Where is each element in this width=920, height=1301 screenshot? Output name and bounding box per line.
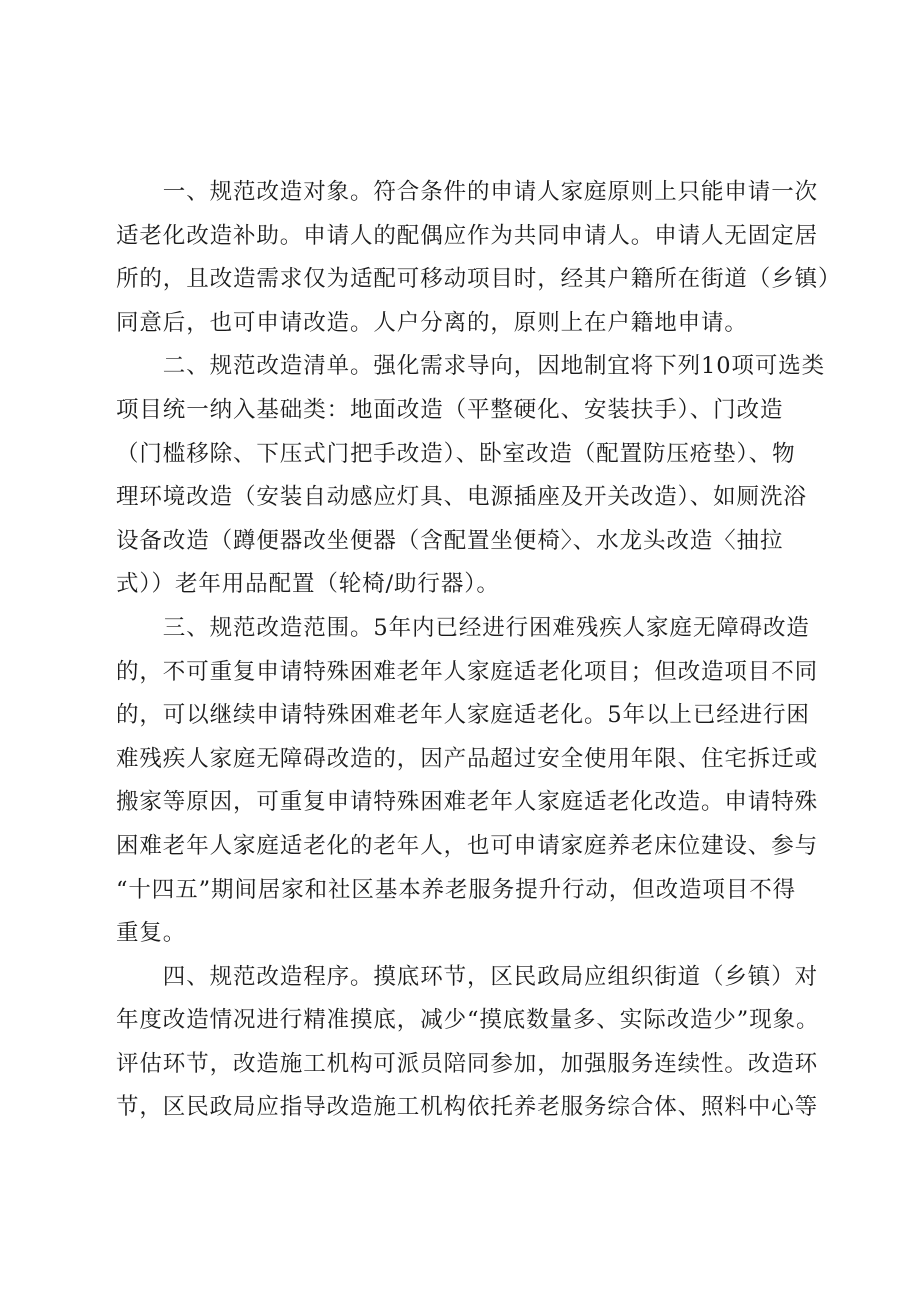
text-line: 同意后，也可申请改造。人户分离的，原则上在户籍地申请。 [116,309,748,336]
text-line: 一、规范改造对象。符合条件的申请人家庭原则上只能申请一次 [116,179,819,205]
paragraph-renovation-target [116,171,842,345]
paragraph-renovation-procedure [116,956,820,1130]
text-line: 式））老年用品配置（轮椅/助行器）。 [116,571,500,598]
text-line: 适老化改造补助。申请人的配偶应作为共同申请人。申请人无固定居 [116,222,819,249]
text-line: 重复。 [116,920,187,947]
text-line: 的，可以继续申请特殊困难老年人家庭适老化。5年以上已经进行困 [116,702,810,729]
text-line: 评估环节，改造施工机构可派员陪同参加，加强服务连续性。改造环 [116,1050,819,1077]
text-line: 困难老年人家庭适老化的老年人，也可申请家庭养老床位建设、参与 [116,832,819,859]
text-line: 二、规范改造清单。强化需求导向，因地制宜将下列10项可选类 [116,353,826,380]
text-line: 难残疾人家庭无障碍改造的，因产品超过安全使用年限、住宅拆迁或 [116,745,819,772]
text-line: 年度改造情况进行精准摸底，减少“摸底数量多、实际改造少”现象。 [116,1007,820,1034]
text-line: 设备改造（蹲便器改坐便器（含配置坐便椅〉、水龙头改造〈抽拉 [116,527,784,554]
document-body [116,171,842,1130]
paragraph-renovation-scope [116,607,819,956]
text-line: 的，不可重复申请特殊困难老年人家庭适老化项目；但改造项目不同 [116,658,819,685]
text-line: （门槛移除、下压式门把手改造）、卧室改造（配置防压疮垫）、物 [116,440,796,467]
text-line: 三、规范改造范围。5年内已经进行困难残疾人家庭无障碍改造 [116,614,810,641]
text-line: 所的，且改造需求仅为适配可移动项目时，经其户籍所在街道（乡镇） [116,266,842,293]
text-line: 节，区民政局应指导改造施工机构依托养老服务综合体、照料中心等 [116,1094,819,1121]
text-line: 搬家等原因，可重复申请特殊困难老年人家庭适老化改造。申请特殊 [116,789,819,816]
paragraph-renovation-list [116,345,826,607]
text-line: 理环境改造（安装自动感应灯具、电源插座及开关改造）、如厕洗浴 [116,484,807,511]
text-line: 四、规范改造程序。摸底环节，区民政局应组织街道（乡镇）对 [116,963,819,990]
text-line: “十四五”期间居家和社区基本养老服务提升行动，但改造项目不得 [116,876,797,903]
text-line: 项目统一纳入基础类：地面改造（平整硬化、安装扶手）、门改造 [116,396,784,423]
